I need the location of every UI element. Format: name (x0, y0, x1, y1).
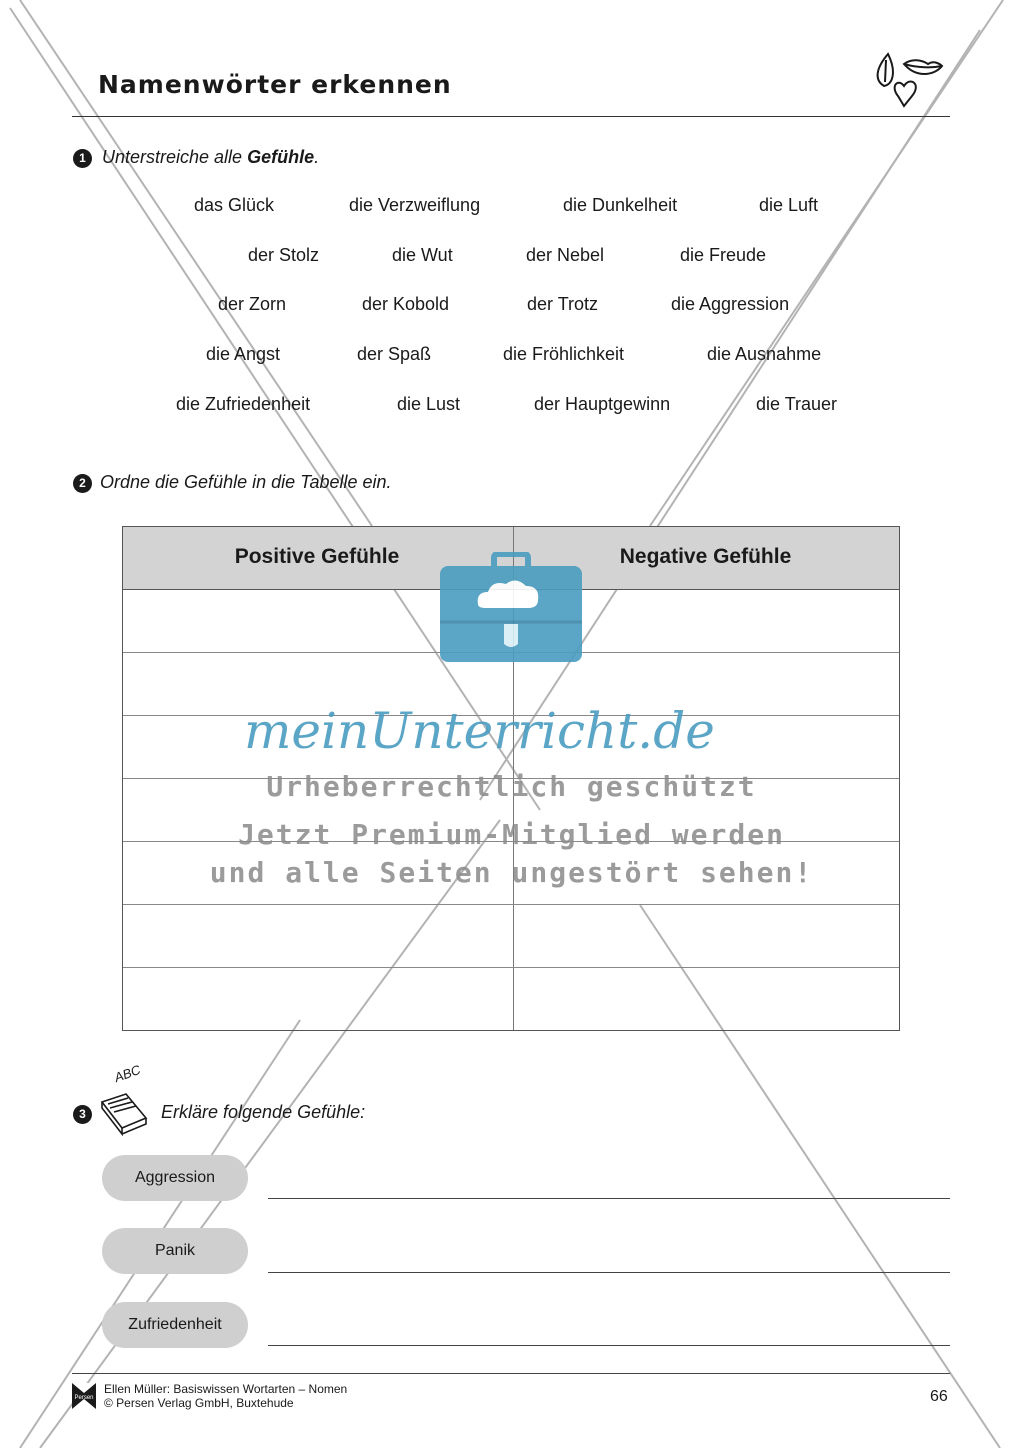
task-1-instruction-prefix: Unterstreiche alle (102, 147, 248, 167)
task-1-instruction (102, 147, 319, 168)
word: die Aggression (671, 294, 790, 314)
emotions-icon (872, 50, 944, 112)
watermark-brand: meinUnterricht.de (244, 702, 715, 760)
column-header-negative: Negative Gefühle (619, 545, 792, 568)
word: die Freude (680, 245, 767, 265)
task-2-number: 2 (73, 474, 92, 493)
briefcase-icon (438, 552, 584, 664)
word: der Spaß (357, 344, 432, 364)
term-pill-aggression: Aggression (102, 1155, 248, 1201)
abc-letters: ABC (112, 1061, 143, 1086)
term-pill-panik: Panik (102, 1228, 248, 1274)
term-pill-zufriedenheit: Zufriedenheit (102, 1302, 248, 1348)
word: die Angst (206, 344, 281, 364)
column-header-positive: Positive Gefühle (234, 545, 400, 568)
task-3-instruction: Erkläre folgende Gefühle: (161, 1102, 366, 1122)
page-title: Namenwörter erkennen (98, 70, 452, 99)
word: der Zorn (218, 294, 287, 314)
task-2-instruction: Ordne die Gefühle in die Tabelle ein. (100, 472, 392, 492)
task-1-number: 1 (73, 149, 92, 168)
footer-copyright: © Persen Verlag GmbH, Buxtehude (104, 1396, 294, 1410)
word: der Nebel (526, 245, 605, 265)
word: der Trotz (527, 294, 599, 314)
word: der Stolz (248, 245, 320, 265)
word: die Fröhlichkeit (503, 344, 625, 364)
table-row-line (123, 904, 899, 905)
word: die Lust (397, 394, 461, 414)
word: der Kobold (362, 294, 450, 314)
word: die Zufriedenheit (176, 394, 311, 414)
footer-credit (104, 1382, 347, 1410)
word: die Wut (392, 245, 453, 265)
watermark-line-2: Jetzt Premium-Mitglied werden (238, 818, 785, 851)
word: das Glück (194, 195, 275, 215)
word: der Hauptgewinn (534, 394, 671, 414)
title-divider (72, 116, 950, 117)
footer-divider (72, 1373, 950, 1374)
task-1-instruction-keyword: Gefühle (247, 147, 315, 167)
word: die Luft (759, 195, 819, 215)
publisher-logo (72, 1383, 96, 1409)
task-1-instruction-suffix: . (314, 147, 320, 167)
footer-author: Ellen Müller: Basiswissen Wortarten – Nomen (104, 1382, 348, 1396)
writing-line[interactable] (268, 1345, 950, 1346)
watermark-line-1: Urheberrechtlich geschützt (266, 770, 757, 803)
publisher-logo-text: Persen (74, 1395, 94, 1401)
writing-line[interactable] (268, 1198, 950, 1199)
writing-line[interactable] (268, 1272, 950, 1273)
page-number: 66 (930, 1388, 948, 1405)
watermark-line-3: und alle Seiten ungestört sehen! (209, 856, 814, 889)
word: die Ausnahme (707, 344, 822, 364)
table-row-line (123, 967, 899, 968)
word: die Dunkelheit (563, 195, 678, 215)
word: die Trauer (756, 394, 838, 414)
word: die Verzweiflung (349, 195, 481, 215)
task-3-number: 3 (73, 1105, 92, 1124)
